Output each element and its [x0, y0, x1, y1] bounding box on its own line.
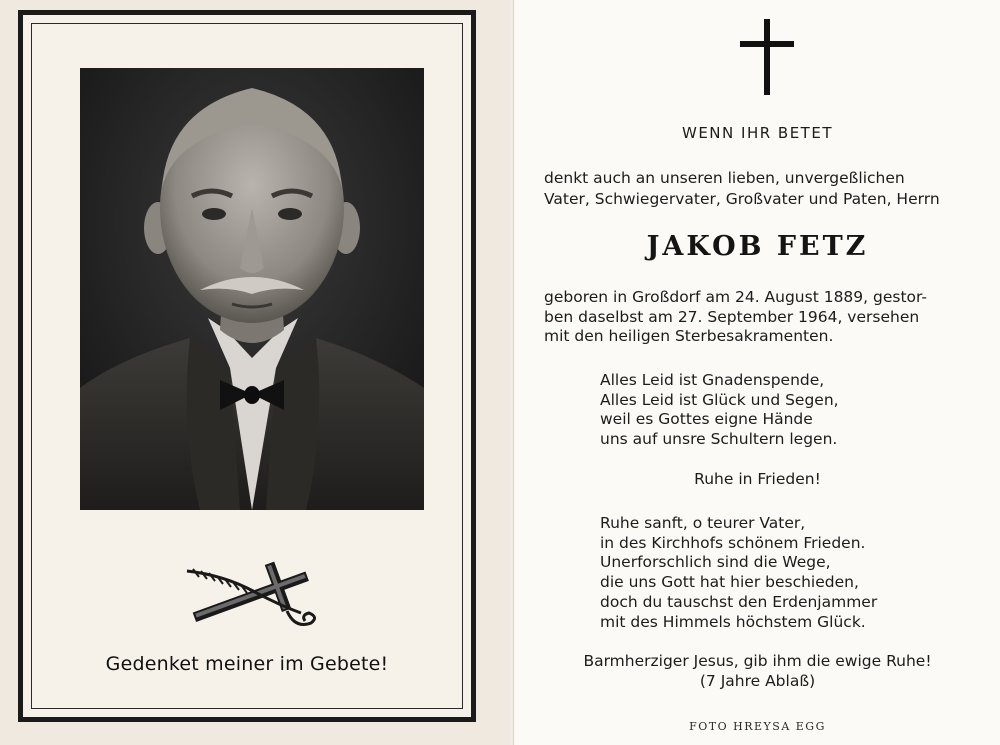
prayer-line: Barmherziger Jesus, gib ihm die ewige Ruhe! — [583, 652, 932, 670]
poem-line: uns auf unsre Schultern legen. — [600, 429, 838, 448]
intro-line: Vater, Schwiegervater, Großvater und Paten, Herrn — [544, 190, 940, 208]
bio-line: geboren in Großdorf am 24. August 1889, gestor- — [544, 288, 927, 306]
portrait-illustration — [80, 68, 424, 510]
photographer-credit: FOTO HREYSA EGG — [689, 720, 826, 733]
intro-line: denkt auch an unseren lieben, unvergeßlichen — [544, 169, 905, 187]
poem-stanza-2 — [600, 514, 877, 632]
black-mourning-border — [18, 10, 476, 722]
biography-text — [544, 288, 990, 347]
poem-line: Alles Leid ist Glück und Segen, — [600, 390, 839, 409]
poem-line: Alles Leid ist Gnadenspende, — [600, 371, 825, 389]
poem-line: in des Kirchhofs schönem Frieden. — [600, 533, 866, 552]
poem-stanza-1 — [600, 371, 839, 449]
poem-line: weil es Gottes eigne Hände — [600, 410, 813, 428]
memorial-card-back — [513, 0, 1000, 745]
heading: WENN IHR BETET — [682, 124, 833, 142]
poem-line: Ruhe sanft, o teurer Vater, — [600, 514, 806, 532]
intro-text — [544, 168, 990, 210]
portrait-photo — [80, 68, 424, 510]
prayer-text — [514, 652, 1000, 691]
cross-palm-icon — [183, 557, 323, 632]
bio-line: ben daselbst am 27. September 1964, versehen — [544, 307, 920, 326]
deceased-name: JAKOB FETZ — [646, 231, 869, 262]
poem-line: mit des Himmels höchstem Glück. — [600, 612, 866, 631]
indulgence-note: (7 Jahre Ablaß) — [699, 671, 816, 690]
memorial-caption: Gedenket meiner im Gebete! — [105, 653, 389, 675]
cross-icon — [738, 17, 796, 97]
cross-with-palm-ornament — [183, 557, 323, 632]
rest-in-peace: Ruhe in Frieden! — [694, 470, 821, 488]
poem-line: die uns Gott hat hier beschieden, — [600, 573, 859, 592]
poem-line: Unerforschlich sind die Wege, — [600, 553, 831, 572]
bio-line: mit den heiligen Sterbesakramenten. — [544, 327, 834, 345]
poem-line: doch du tauschst den Erdenjammer — [600, 592, 878, 611]
